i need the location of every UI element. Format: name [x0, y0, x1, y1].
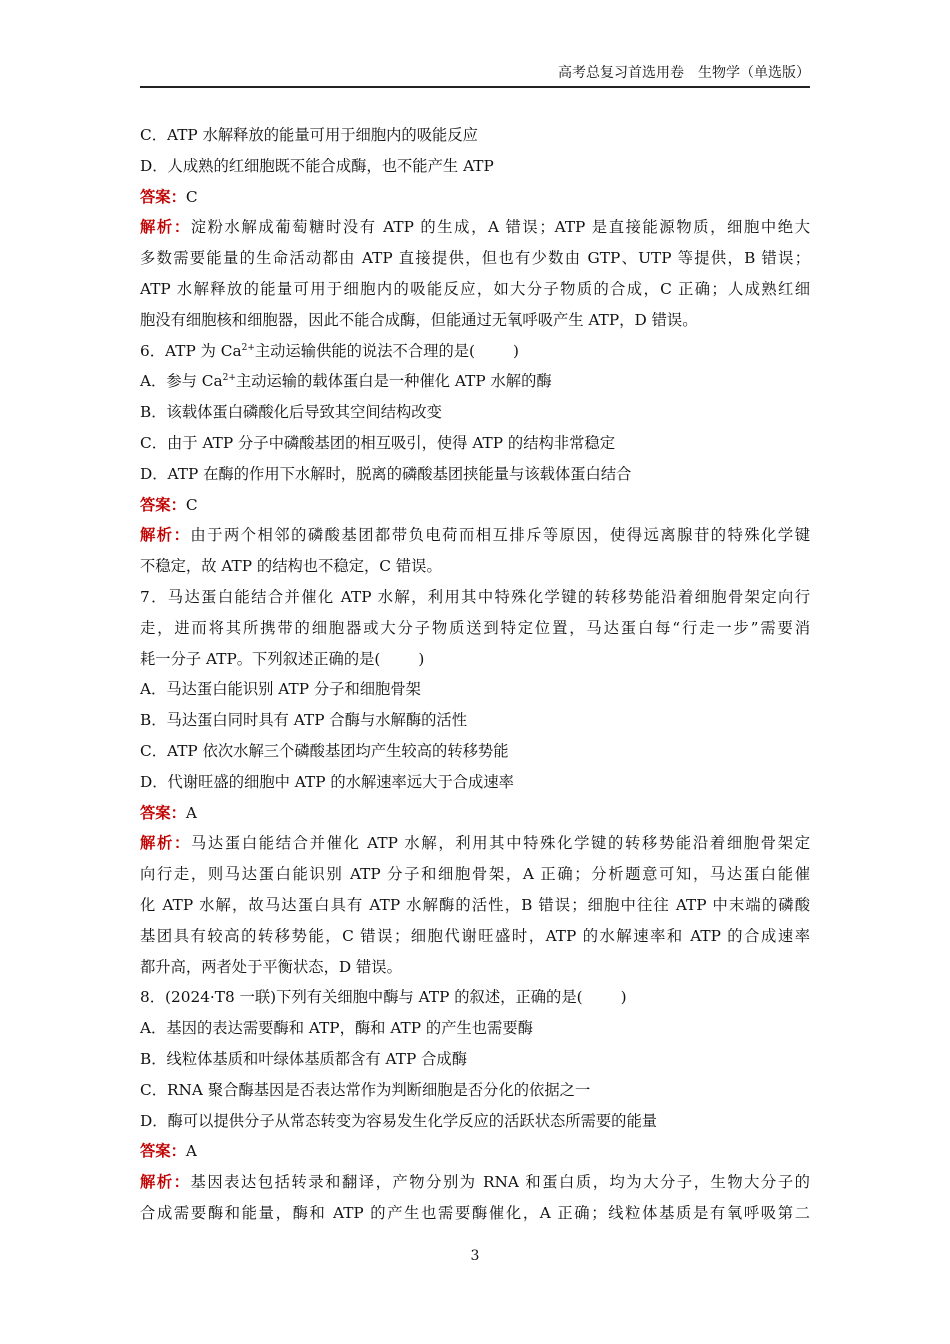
- q6-explanation-line: 解析：由于两个相邻的磷酸基团都带负电荷而相互排斥等原因，使得远离腺苷的特殊化学键: [140, 526, 810, 545]
- page-content: [140, 120, 810, 1229]
- q7-explanation-line: 都升高，两者处于平衡状态，D 错误。: [140, 957, 402, 976]
- q7-option-d: D．代谢旺盛的细胞中 ATP 的水解速率远大于合成速率: [140, 772, 514, 791]
- explanation-label: 解析：: [140, 526, 191, 545]
- q5-explanation-line: 多数需要能量的生命活动都由 ATP 直接提供，但也有少数由 GTP、UTP 等提供，B 错误；: [140, 249, 810, 268]
- answer-label: 答案：: [140, 1142, 186, 1161]
- q7-option-a: A．马达蛋白能识别 ATP 分子和细胞骨架: [140, 680, 421, 699]
- q7-stem-line: 耗一分子 ATP。下列叙述正确的是( ): [140, 649, 425, 668]
- q8-option-c: C．RNA 聚合酶基因是否表达常作为判断细胞是否分化的依据之一: [140, 1080, 591, 1099]
- q7-explanation-line: 化 ATP 水解，故马达蛋白具有 ATP 水解酶的活性，B 错误；细胞中往往 ATP 中末端的磷酸: [140, 895, 810, 914]
- q8-option-b: B．线粒体基质和叶绿体基质都含有 ATP 合成酶: [140, 1049, 468, 1068]
- q6-explanation-line: 不稳定，故 ATP 的结构也不稳定，C 错误。: [140, 557, 442, 576]
- header-title: 高考总复习首选用卷 生物学（单选版）: [558, 65, 810, 81]
- q7-answer: [140, 798, 810, 829]
- page-number: 3: [470, 1248, 480, 1264]
- q6-answer: [140, 490, 810, 521]
- q8-explanation-line: 合成需要酶和能量，酶和 ATP 的产生也需要酶催化，A 正确；线粒体基质是有氧呼吸第二: [140, 1203, 810, 1222]
- q5-explanation-line: ATP 水解释放的能量可用于细胞内的吸能反应，如大分子物质的合成，C 正确；人成熟红细: [140, 279, 810, 298]
- q6-option-b: B．该载体蛋白磷酸化后导致其空间结构改变: [140, 403, 442, 422]
- answer-label: 答案：: [140, 495, 186, 514]
- q5-explanation-line: 解析：淀粉水解成葡萄糖时没有 ATP 的生成，A 错误；ATP 是直接能源物质，细胞中绝大: [140, 218, 810, 237]
- answer-label: 答案：: [140, 803, 186, 822]
- q7-explanation-line: 解析：马达蛋白能结合并催化 ATP 水解，利用其中特殊化学键的转移势能沿着细胞骨架定: [140, 834, 810, 853]
- explanation-label: 解析：: [140, 1173, 191, 1192]
- q6-option-a: A．参与 $Ca^{2+}$主动运输的载体蛋白是一种催化 ATP 水解的酶: [140, 372, 552, 391]
- q7-stem-line: 走，进而将其所携带的细胞器或大分子物质送到特定位置，马达蛋白每“行走一步”需要消: [140, 618, 810, 637]
- answer-value: C: [185, 495, 198, 514]
- q7-explanation-line: 基团具有较高的转移势能，C 错误；细胞代谢旺盛时，ATP 的水解速率和 ATP 的合成速率: [140, 926, 810, 945]
- q8-answer: [140, 1136, 810, 1167]
- explanation-label: 解析：: [140, 834, 191, 853]
- q8-option-d: D．酶可以提供分子从常态转变为容易发生化学反应的活跃状态所需要的能量: [140, 1111, 658, 1130]
- q6-option-c: C．由于 ATP 分子中磷酸基团的相互吸引，使得 ATP 的结构非常稳定: [140, 433, 615, 452]
- q8-explanation-line: 解析：基因表达包括转录和翻译，产物分别为 RNA 和蛋白质，均为大分子，生物大分子的: [140, 1173, 810, 1192]
- answer-value: A: [185, 803, 197, 822]
- q5-option-d: D．人成熟的红细胞既不能合成酶，也不能产生 ATP: [140, 156, 494, 175]
- q6-stem: 6．ATP 为 $Ca^{2+}$主动运输供能的说法不合理的是( ): [140, 341, 519, 360]
- header-rule: [140, 86, 810, 88]
- q5-option-c: C．ATP 水解释放的能量可用于细胞内的吸能反应: [140, 126, 478, 144]
- q8-stem: 8．(2024·T8 一联)下列有关细胞中酶与 ATP 的叙述，正确的是( ): [140, 988, 627, 1007]
- q5-answer: [140, 182, 810, 213]
- answer-value: C: [185, 187, 198, 206]
- q6-option-d: D．ATP 在酶的作用下水解时，脱离的磷酸基团挟能量与该载体蛋白结合: [140, 464, 632, 483]
- q7-option-c: C．ATP 依次水解三个磷酸基团均产生较高的转移势能: [140, 741, 509, 760]
- q7-option-b: B．马达蛋白同时具有 ATP 合酶与水解酶的活性: [140, 711, 468, 730]
- explanation-label: 解析：: [140, 218, 191, 237]
- answer-label: 答案：: [140, 187, 186, 206]
- page-header: [140, 62, 810, 84]
- q5-explanation-line: 胞没有细胞核和细胞器，因此不能合成酶，但能通过无氧呼吸产生 ATP，D 错误。: [140, 310, 698, 329]
- q8-option-a: A．基因的表达需要酶和 ATP，酶和 ATP 的产生也需要酶: [140, 1019, 533, 1038]
- q7-explanation-line: 向行走，则马达蛋白能识别 ATP 分子和细胞骨架，A 正确；分析题意可知，马达蛋白能催: [140, 865, 810, 884]
- answer-value: A: [185, 1142, 197, 1161]
- q7-stem-line: 7．马达蛋白能结合并催化 ATP 水解，利用其中特殊化学键的转移势能沿着细胞骨架定向行: [140, 587, 810, 606]
